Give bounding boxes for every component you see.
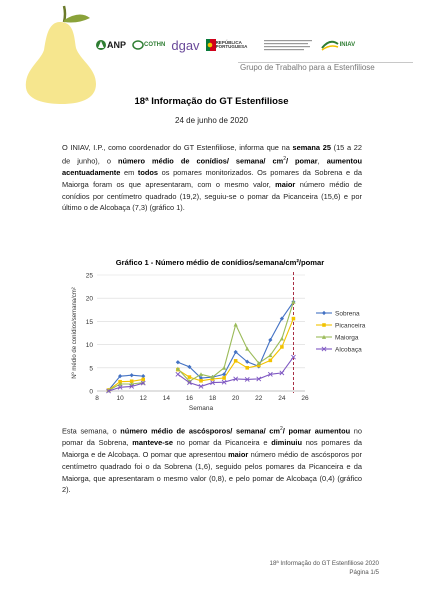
chart-plot xyxy=(60,258,380,416)
x-tick-label: 8 xyxy=(95,395,99,402)
legend-label-sobrena: Sobrena xyxy=(335,310,360,318)
x-tick-label: 14 xyxy=(162,395,170,402)
y-tick-label: 0 xyxy=(89,388,93,396)
iniav-logo: INIAV xyxy=(320,38,356,52)
y-tick-label: 5 xyxy=(89,365,93,373)
anp-logo: ANP xyxy=(95,39,126,51)
data-point-sobrena xyxy=(268,338,272,342)
document-date: 24 de junho de 2020 xyxy=(175,116,248,125)
y-tick-label: 25 xyxy=(85,272,93,280)
data-point-picanceira xyxy=(269,359,273,363)
paragraph-conidia: O INIAV, I.P., como coordenador do GT Estenfiliose, informa que na semana 25 (15 a 22 de junho), o número médio de conídios/ semana/ $cm^2/$ pomar, aumentou acentuadamente em todos os pomares monitorizados. Os pomares da Sobrena e da Maiorga foram os que apresentaram, com o mesmo valor, maior número médio de conídios por centímetro quadrado (19,2), seguiu-se o pomar da Picanceira (15,6) e por último o de Alcobaça (7,3) (gráfico 1). xyxy=(62,143,363,213)
paragraph-ascospores: Esta semana, o número médio de ascósporos/ semana/ $cm^2/$ pomar aumentou no pomar da Sobrena, manteve-se no pomar da Picanceira e diminuiu nos pomares da Maiorga e de Alcobaça. O pomar que apresentou maior número médio de ascósporos por centímetro quadrado foi o da Sobrena (1,6), seguido pelos pomares da Picanceira e da Maiorga, que apresentaram o mesmo valor (0,8), e pelo pomar de Alcobaça (0,4) (gráfico 2). xyxy=(62,426,363,495)
data-point-sobrena xyxy=(130,373,134,377)
ministry-text-block xyxy=(264,38,314,52)
x-tick-label: 24 xyxy=(278,395,286,402)
data-point-maiorga xyxy=(280,336,284,340)
document-title: 18ª Informação do GT Estenfiliose xyxy=(134,96,289,107)
data-point-sobrena xyxy=(176,360,180,364)
partner-logos xyxy=(95,34,413,56)
page-footer xyxy=(270,560,380,577)
y-tick-label: 20 xyxy=(85,295,93,303)
data-point-alcobaca xyxy=(176,372,180,376)
legend-label-maiorga: Maiorga xyxy=(335,334,359,342)
x-tick-label: 22 xyxy=(255,395,263,402)
dgav-logo: dgav xyxy=(171,37,200,53)
footer-page-number: Página 1/5 xyxy=(349,568,379,576)
group-banner: Grupo de Trabalho para a Estenfiliose xyxy=(240,63,375,72)
x-tick-label: 26 xyxy=(301,395,309,402)
data-point-picanceira xyxy=(188,375,192,379)
chart-conidia xyxy=(60,258,380,416)
data-point-picanceira xyxy=(234,359,238,363)
x-axis-label: Semana xyxy=(188,405,214,412)
data-point-picanceira xyxy=(292,317,296,321)
pear-logo-graphic xyxy=(20,4,100,104)
legend-label-picanceira: Picanceira xyxy=(335,322,366,330)
x-tick-label: 16 xyxy=(185,395,194,402)
series-line-sobrena xyxy=(178,302,294,378)
data-point-maiorga xyxy=(234,323,238,327)
data-point-picanceira xyxy=(222,376,226,380)
legend-marker-sobrena xyxy=(322,311,326,315)
legend-label-alcobaca: Alcobaça xyxy=(335,346,362,354)
republica-portuguesa-logo: REPÚBLICA PORTUGUESA xyxy=(206,39,258,51)
x-tick-label: 20 xyxy=(232,395,240,402)
y-tick-label: 15 xyxy=(85,318,93,326)
chart-title: Gráfico 1 - Número médio de conídios/semana/cm²/pomar xyxy=(115,258,325,267)
legend-marker-picanceira xyxy=(322,323,326,327)
footer-doc-name: 18ª Informação do GT Estenfiliose 2020 xyxy=(269,560,379,567)
data-point-maiorga xyxy=(245,347,249,351)
y-tick-label: 10 xyxy=(85,342,93,350)
data-point-picanceira xyxy=(199,379,203,383)
series-line-picanceira xyxy=(178,319,294,381)
data-point-picanceira xyxy=(245,366,249,370)
cothn-logo: COTHN xyxy=(132,39,165,51)
y-axis-label: Nº médio de conídios/semana/cm² xyxy=(72,287,78,379)
x-tick-label: 18 xyxy=(208,395,217,402)
x-tick-label: 10 xyxy=(116,395,124,402)
x-tick-label: 12 xyxy=(139,395,147,402)
series-line-maiorga xyxy=(178,302,294,381)
data-point-picanceira xyxy=(280,345,284,349)
